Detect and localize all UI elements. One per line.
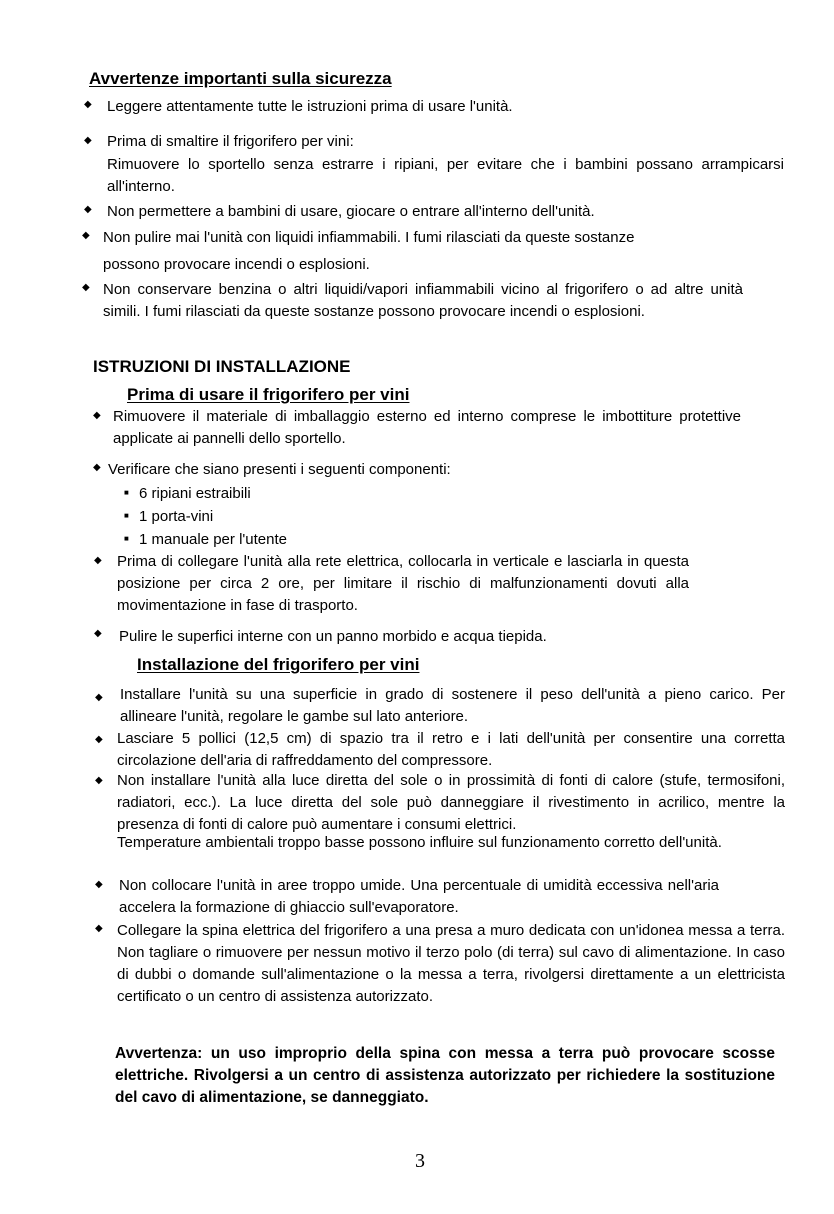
setup-item-2: Lasciare 5 pollici (12,5 cm) di spazio tra il retro e i lati dell'unità per consentire una corretta circolazione dell'aria di raffreddamento del compressore. <box>117 730 785 769</box>
bullet-icon: ◆ <box>95 879 103 890</box>
bullet-icon: ◆ <box>94 628 102 639</box>
bullet-icon: ◆ <box>82 282 90 293</box>
grounding-warning: Avvertenza: un uso improprio della spina con messa a terra può provocare scosse elettriche. Rivolgersi a un centro di assistenza autorizzato per richiedere la sostituzione del cavo di alimentazione, se danneggiato. <box>115 1045 775 1106</box>
bullet-icon: ◆ <box>95 692 103 703</box>
bullet-icon: ◆ <box>95 923 103 934</box>
component-3: 1 manuale per l'utente <box>139 531 287 548</box>
bullet-icon: ◆ <box>93 462 101 473</box>
bullet-icon: ◆ <box>93 410 101 421</box>
square-bullet-icon: ■ <box>124 534 129 543</box>
page-number: 3 <box>415 1150 425 1172</box>
safety-item-4: Non pulire mai l'unità con liquidi infiammabili. I fumi rilasciati da queste sostanze <box>103 229 635 246</box>
safety-item-2-detail: Rimuovere lo sportello senza estrarre i ripiani, per evitare che i bambini possano arrampicarsi all'interno. <box>107 156 784 195</box>
component-2: 1 porta-vini <box>139 508 214 525</box>
before-use-item-4: Pulire le superfici interne con un panno morbido e acqua tiepida. <box>119 628 547 645</box>
before-use-item-2: Verificare che siano presenti i seguenti componenti: <box>108 461 451 478</box>
setup-item-1: Installare l'unità su una superficie in grado di sostenere il peso dell'unità a pieno carico. Per allineare l'unità, regolare le gambe sul lato anteriore. <box>120 686 785 725</box>
safety-title: Avvertenze importanti sulla sicurezza <box>89 69 392 88</box>
safety-item-1: Leggere attentamente tutte le istruzioni prima di usare l'unità. <box>107 98 513 115</box>
installation-title: ISTRUZIONI DI INSTALLAZIONE <box>93 357 351 376</box>
setup-item-3: Non installare l'unità alla luce diretta del sole o in prossimità di fonti di calore (stufe, termosifoni, radiatori, ecc.). La luce diretta del sole può danneggiare il rivestimento in acrilico, mentre la presenza di fonti di calore può aumentare i consumi elettrici. <box>117 772 785 833</box>
safety-item-2: Prima di smaltire il frigorifero per vini: <box>107 133 354 150</box>
bullet-icon: ◆ <box>94 555 102 566</box>
before-use-item-3: Prima di collegare l'unità alla rete elettrica, collocarla in verticale e lasciarla in questa posizione per circa 2 ore, per limitare il rischio di malfunzionamenti dovuti alla movimentazione in fase di trasporto. <box>117 553 689 614</box>
bullet-icon: ◆ <box>95 734 103 745</box>
bullet-icon: ◆ <box>82 230 90 241</box>
before-use-title: Prima di usare il frigorifero per vini <box>127 385 410 404</box>
safety-item-5: Non conservare benzina o altri liquidi/vapori infiammabili vicino al frigorifero o ad altre unità simili. I fumi rilasciati da queste sostanze possono provocare incendi o esplosioni. <box>103 281 743 320</box>
bullet-icon: ◆ <box>95 775 103 786</box>
safety-item-4-cont: possono provocare incendi o esplosioni. <box>103 256 370 273</box>
bullet-icon: ◆ <box>84 99 92 110</box>
safety-item-3: Non permettere a bambini di usare, giocare o entrare all'interno dell'unità. <box>107 203 595 220</box>
square-bullet-icon: ■ <box>124 488 129 497</box>
setup-item-3-cont: Temperature ambientali troppo basse possono influire sul funzionamento corretto dell'unità. <box>117 834 722 851</box>
bullet-icon: ◆ <box>84 135 92 146</box>
square-bullet-icon: ■ <box>124 511 129 520</box>
before-use-item-1: Rimuovere il materiale di imballaggio esterno ed interno comprese le imbottiture protettive applicate ai pannelli dello sportello. <box>113 408 741 447</box>
setup-item-4: Non collocare l'unità in aree troppo umide. Una percentuale di umidità eccessiva nell'aria accelera la formazione di ghiaccio sull'evaporatore. <box>119 877 719 916</box>
bullet-icon: ◆ <box>84 204 92 215</box>
setup-item-5: Collegare la spina elettrica del frigorifero a una presa a muro dedicata con un'idonea messa a terra. Non tagliare o rimuovere per nessun motivo il terzo polo (di terra) sul cavo di alimentazione. In caso di dubbi o domande sull'alimentazione o la messa a terra, rivolgersi direttamente a un elettricista certificato o un centro di assistenza autorizzato. <box>117 922 785 1005</box>
component-1: 6 ripiani estraibili <box>139 485 251 502</box>
setup-title: Installazione del frigorifero per vini <box>137 655 420 674</box>
